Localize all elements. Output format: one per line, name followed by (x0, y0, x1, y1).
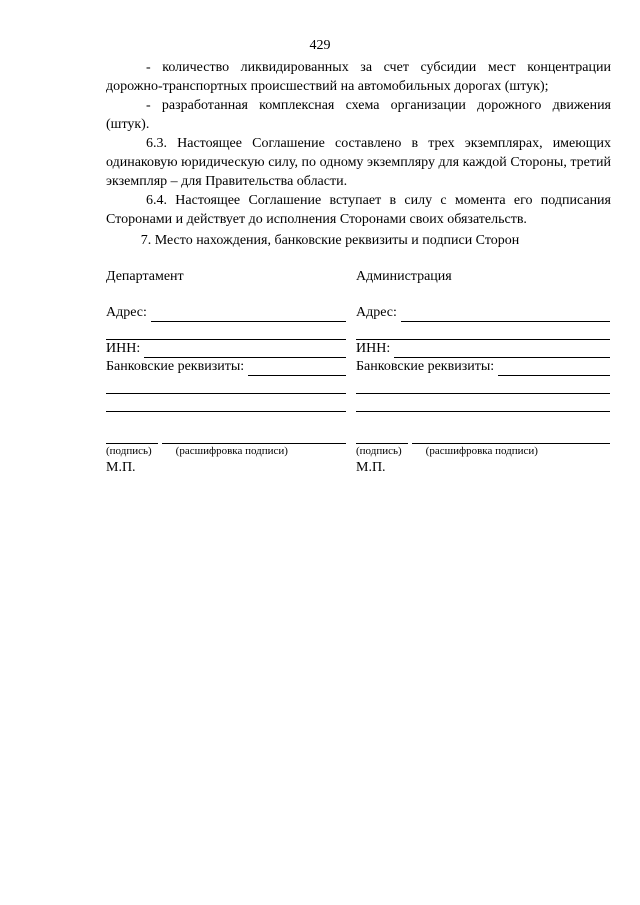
address-continuation-line (356, 322, 610, 340)
decoding-label: (расшифровка подписи) (425, 445, 538, 457)
signature-decoding-line (412, 427, 610, 444)
party-administration (356, 268, 610, 476)
address-label: Адрес: (106, 305, 147, 320)
inn-label: ИНН: (106, 341, 141, 356)
bank-line (106, 394, 346, 412)
agreement-body (106, 58, 611, 229)
stamp-place: М.П. (106, 460, 136, 475)
signature-line (106, 427, 158, 444)
signature-caption (106, 444, 346, 459)
bank-field (248, 362, 346, 376)
signature-row (356, 426, 610, 444)
party-department (106, 268, 346, 476)
signature-line (356, 427, 408, 444)
stamp-place: М.П. (356, 460, 386, 475)
party-name: Департамент (106, 269, 184, 284)
paragraph-accident-sites: - количество ликвидированных за счет субсидии мест концентрации дорожно-транспортных происшествий на автомобильных дорогах (штук); (106, 60, 611, 94)
address-row (106, 304, 346, 322)
bank-line (356, 376, 610, 394)
signature-row (106, 426, 346, 444)
bank-row (106, 358, 346, 376)
bank-field (498, 362, 610, 376)
bank-label: Банковские реквизиты: (356, 359, 495, 374)
address-row (356, 304, 610, 322)
paragraph-6-3: 6.3. Настоящее Соглашение составлено в трех экземплярах, имеющих одинаковую юридическую силу, по одному экземпляру для каждой Стороны, третий экземпляр – для Правительства области. (106, 136, 611, 189)
address-label: Адрес: (356, 305, 397, 320)
bank-row (356, 358, 610, 376)
address-field (401, 308, 610, 322)
bank-line (106, 376, 346, 394)
signature-decoding-line (162, 427, 346, 444)
paragraph-traffic-scheme: - разработанная комплексная схема организации дорожного движения (штук). (106, 98, 611, 132)
decoding-label: (расшифровка подписи) (175, 445, 288, 457)
signature-label: (подпись) (356, 445, 402, 457)
inn-row (106, 340, 346, 358)
address-field (151, 308, 346, 322)
section-title: 7. Место нахождения, банковские реквизиты и подписи Сторон (140, 233, 520, 248)
inn-label: ИНН: (356, 341, 391, 356)
signature-label: (подпись) (106, 445, 152, 457)
bank-line (356, 394, 610, 412)
paragraph-6-4: 6.4. Настоящее Соглашение вступает в силу с момента его подписания Сторонами и действует до исполнения Сторонами своих обязательств. (106, 193, 611, 227)
address-continuation-line (106, 322, 346, 340)
inn-field (144, 344, 346, 358)
page-number: 429 (309, 38, 331, 53)
inn-row (356, 340, 610, 358)
signature-caption (356, 444, 610, 459)
party-name: Администрация (356, 269, 452, 284)
bank-label: Банковские реквизиты: (106, 359, 245, 374)
inn-field (394, 344, 610, 358)
